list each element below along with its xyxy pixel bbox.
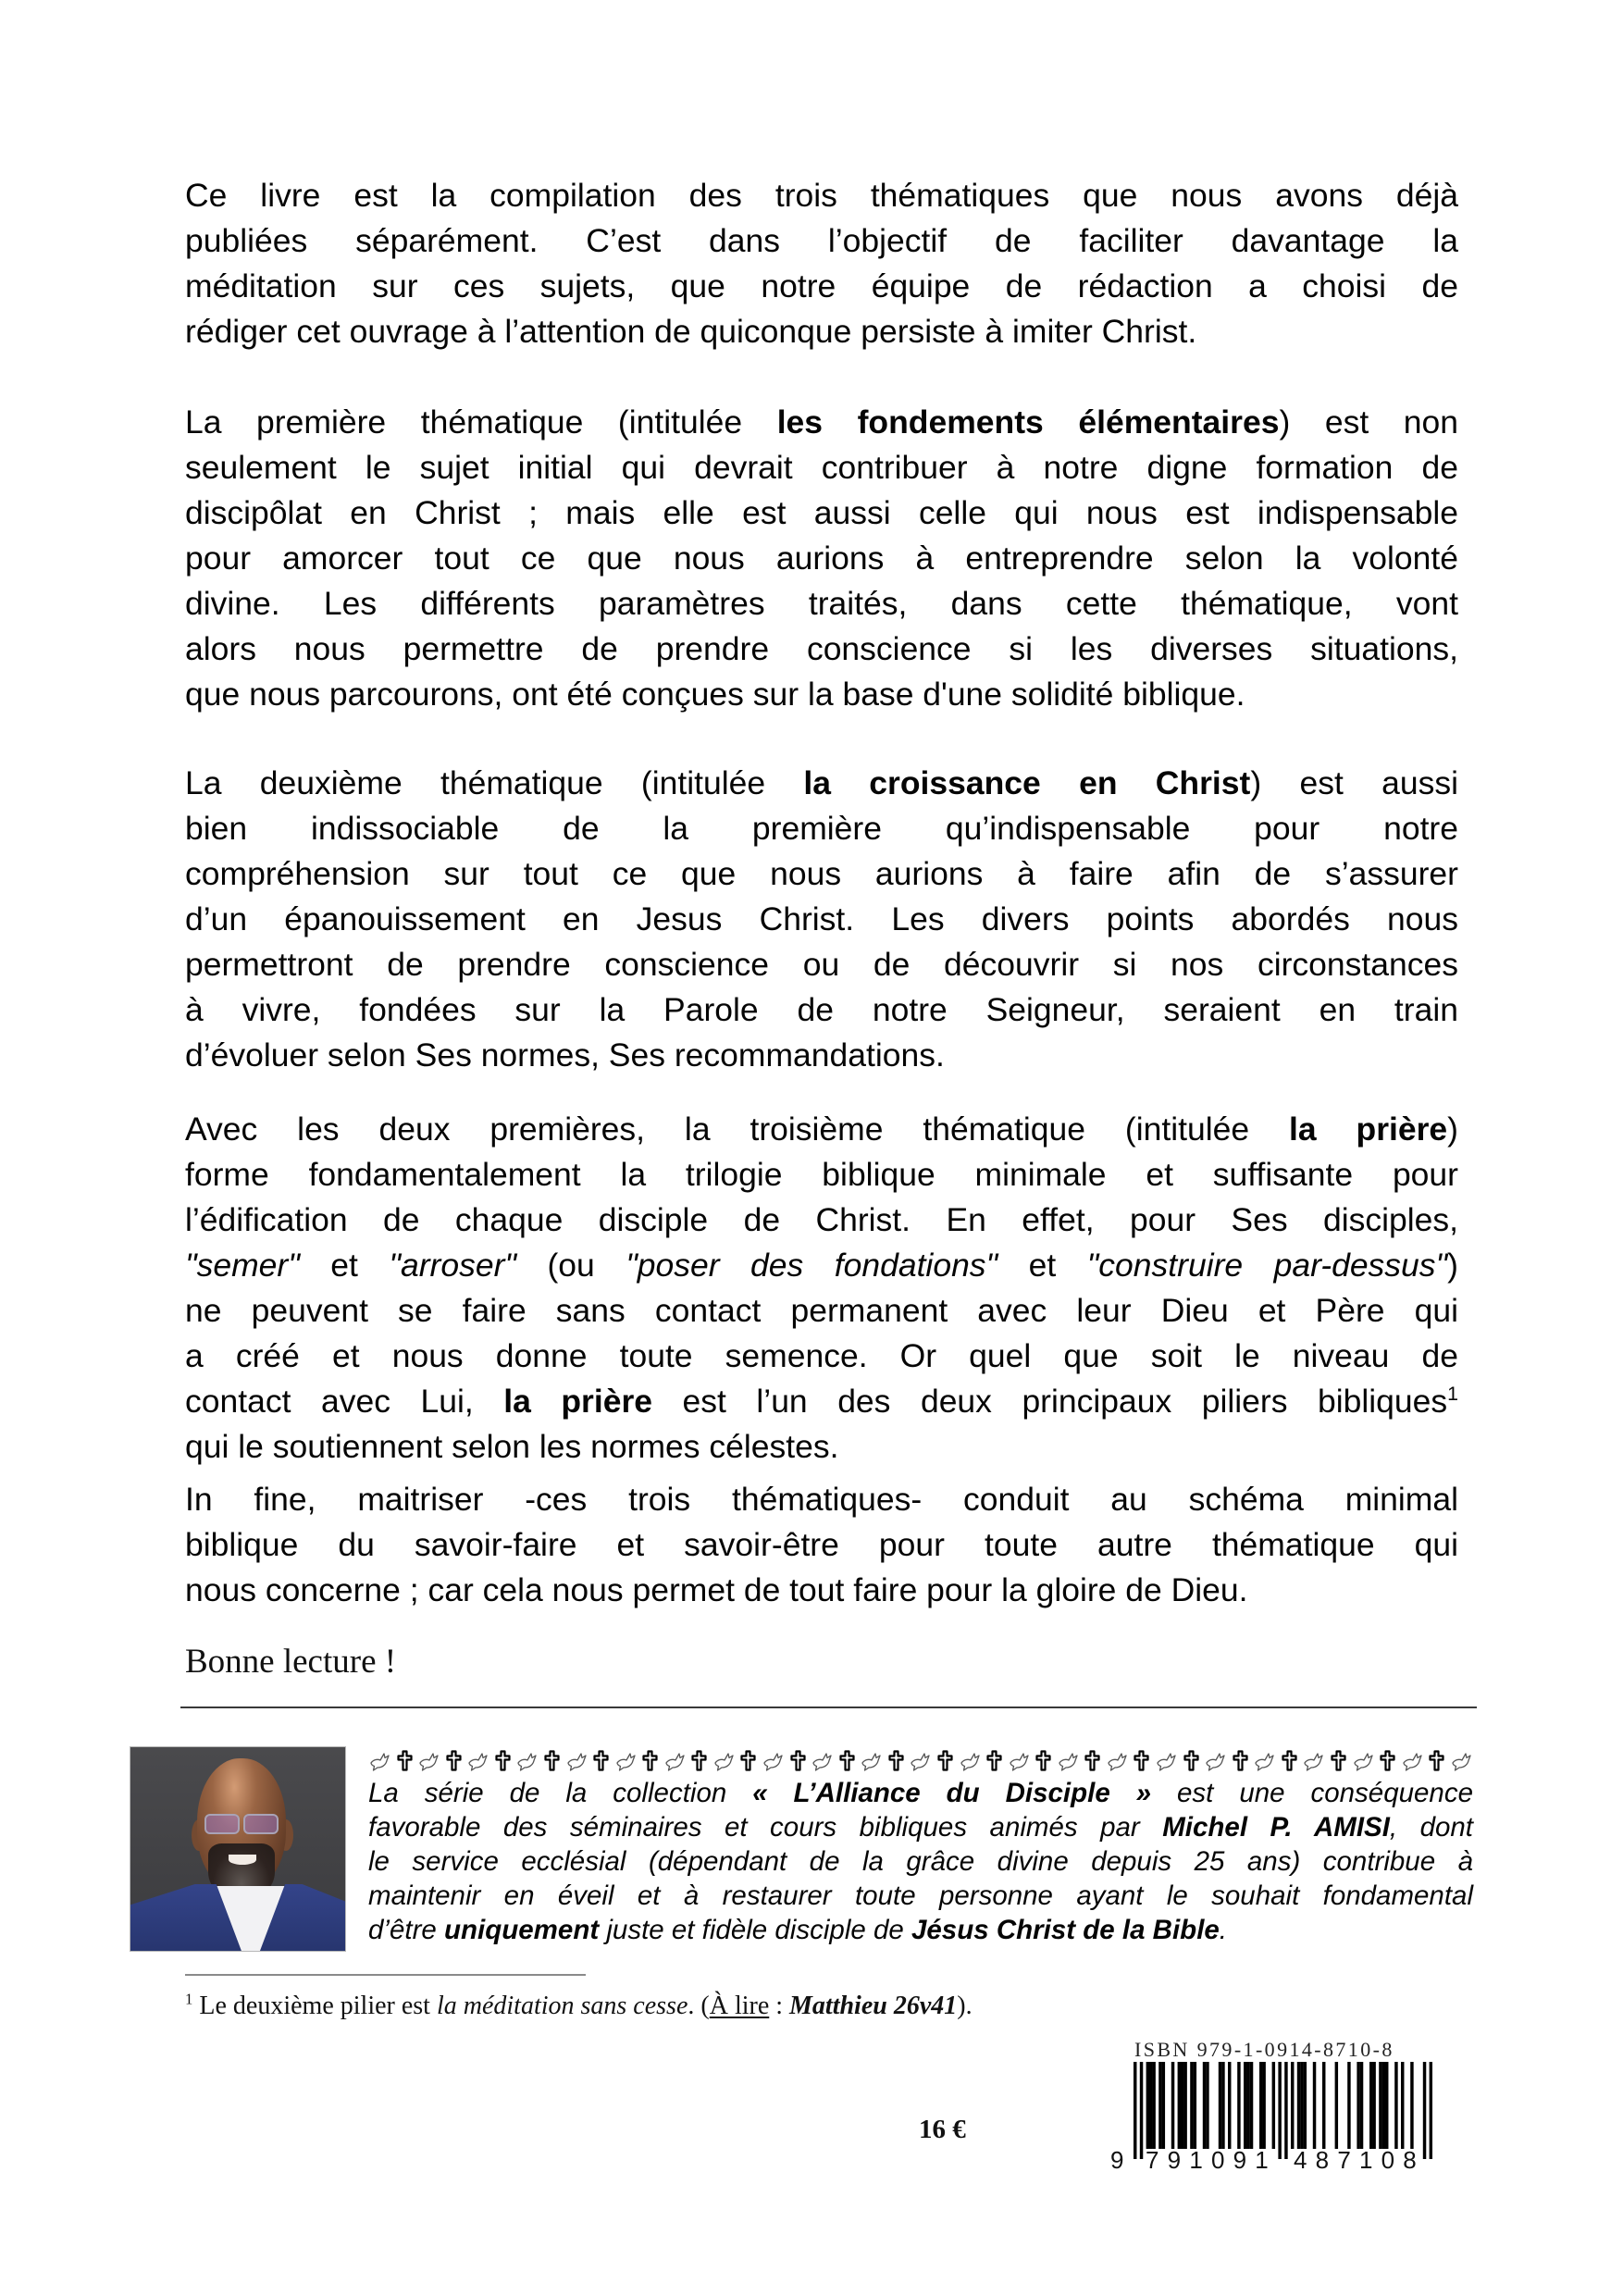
text-segment: est une conséquence (1151, 1778, 1473, 1808)
text-segment: alors nous permettre de prendre conscience si les diverses situations, (185, 630, 1458, 667)
footnote-divider (185, 1974, 586, 1976)
barcode-bar (1244, 2062, 1246, 2149)
text-line (185, 761, 1458, 806)
barcode-first-digit: 9 (1110, 2146, 1124, 2174)
dove-icon (1450, 1749, 1473, 1772)
dove-icon (860, 1749, 883, 1772)
barcode-bar (1190, 2062, 1193, 2149)
cross-icon (688, 1749, 711, 1772)
text-line (185, 627, 1458, 672)
text-line (185, 400, 1458, 445)
text-segment: d’évoluer selon Ses normes, Ses recommandations. (185, 1036, 945, 1074)
cross-icon (1425, 1749, 1448, 1772)
barcode-bar (1219, 2062, 1221, 2149)
text-line (185, 1424, 1458, 1470)
barcode-bar (1221, 2062, 1224, 2149)
barcode-bar (1262, 2062, 1265, 2149)
text-line (185, 1198, 1458, 1243)
theme-title-bold: la croissance en Christ (803, 764, 1251, 801)
text-line (185, 581, 1458, 627)
barcode-bar (1297, 2062, 1300, 2149)
cross-icon (491, 1749, 514, 1772)
author-name: Michel P. AMISI (1162, 1812, 1390, 1843)
second-theme-paragraph (185, 761, 1458, 1078)
text-line (185, 1477, 1458, 1522)
text-line (185, 536, 1458, 581)
text-line (185, 264, 1458, 309)
barcode-bar (1272, 2062, 1275, 2149)
footnote (185, 1991, 973, 2022)
cross-icon (393, 1749, 416, 1772)
text-line (368, 1776, 1473, 1810)
text-segment: ). (957, 1992, 973, 2020)
text-segment: et (997, 1247, 1087, 1284)
dove-icon (515, 1749, 539, 1772)
text-segment: maintenir en éveil et à restaurer toute personne ayant le souhait fondamental (368, 1880, 1473, 1911)
text-segment: La première thématique (intitulée (185, 403, 777, 441)
barcode-bar (1278, 2062, 1281, 2159)
text-segment: ne peuvent se faire sans contact permanent avec leur Dieu et Père qui (185, 1292, 1458, 1329)
isbn-barcode (1134, 2062, 1432, 2159)
dove-icon (959, 1749, 982, 1772)
cross-icon (836, 1749, 859, 1772)
cross-icon (442, 1749, 465, 1772)
barcode-bar (1430, 2062, 1432, 2159)
text-segment: l’édification de chaque disciple de Christ. En effet, pour Ses disciples, (185, 1201, 1458, 1238)
barcode-bar (1313, 2062, 1316, 2149)
cross-icon (787, 1749, 810, 1772)
barcode-bar (1237, 2062, 1240, 2149)
text-segment: d’un épanouissement en Jesus Christ. Les divers points abordés nous (185, 900, 1458, 937)
dove-icon (909, 1749, 932, 1772)
photo-smile (229, 1855, 256, 1865)
text-segment: bien indissociable de la première qu’indispensable pour notre (185, 810, 1458, 847)
cross-icon (983, 1749, 1006, 1772)
author-photo (130, 1746, 346, 1952)
barcode-bar (1152, 2062, 1155, 2149)
cross-icon (589, 1749, 613, 1772)
dove-icon (1204, 1749, 1227, 1772)
barcode-bar (1140, 2062, 1143, 2159)
theme-title-bold: la prière (1289, 1111, 1448, 1148)
collection-title: « L’Alliance du Disciple » (752, 1778, 1152, 1808)
cross-icon (1180, 1749, 1203, 1772)
text-segment: : (769, 1992, 790, 2020)
barcode-bar (1322, 2062, 1325, 2149)
barcode-bar (1369, 2062, 1372, 2149)
cross-icon (934, 1749, 957, 1772)
emphasis-bold: la prière (503, 1383, 653, 1420)
text-segment: a créé et nous donne toute semence. Or quel que soit le niveau de (185, 1337, 1458, 1374)
dove-icon (417, 1749, 440, 1772)
text-line (185, 672, 1458, 717)
dove-icon (1401, 1749, 1424, 1772)
barcode-bar (1181, 2062, 1183, 2149)
cross-icon (1327, 1749, 1350, 1772)
dove-icon (466, 1749, 489, 1772)
barcode-bar (1171, 2062, 1174, 2149)
text-segment: favorable des séminaires et cours bibliques animés par (368, 1812, 1163, 1843)
barcode-bar (1347, 2062, 1350, 2149)
barcode-bar (1228, 2062, 1231, 2149)
emphasis-bold: uniquement (444, 1915, 600, 1945)
barcode-bar (1401, 2062, 1404, 2149)
text-segment: biblique du savoir-faire et savoir-être pour toute autre thématique qui (185, 1526, 1458, 1563)
text-segment: , dont (1389, 1812, 1473, 1843)
text-line (185, 1334, 1458, 1379)
dove-cross-ornament-row (368, 1748, 1473, 1772)
text-line (185, 445, 1458, 490)
text-segment: compréhension sur tout ce que nous aurions à faire afin de s’assurer (185, 855, 1458, 892)
barcode-bar (1300, 2062, 1303, 2149)
text-line (185, 1033, 1458, 1078)
dove-icon (1253, 1749, 1276, 1772)
barcode-bar (1158, 2062, 1161, 2149)
quote-italic: "construire par-dessus" (1086, 1247, 1448, 1284)
barcode-bar (1250, 2062, 1253, 2149)
barcode-left-digits: 791091 (1146, 2146, 1277, 2174)
text-segment: rédiger cet ouvrage à l’attention de quiconque persiste à imiter Christ. (185, 313, 1197, 350)
quote-italic: "arroser" (389, 1247, 516, 1284)
conclusion-paragraph (185, 1477, 1458, 1613)
text-segment: permettront de prendre conscience ou de découvrir si nos circonstances (185, 946, 1458, 983)
text-segment: seulement le sujet initial qui devrait contribuer à notre digne formation de (185, 449, 1458, 486)
dove-icon (1302, 1749, 1325, 1772)
text-line (185, 1107, 1458, 1152)
text-line (185, 806, 1458, 851)
text-segment: à vivre, fondées sur la Parole de notre Seigneur, seraient en train (185, 991, 1458, 1028)
text-line (368, 1844, 1473, 1879)
barcode-bar (1360, 2062, 1363, 2149)
quote-italic: "semer" (185, 1247, 300, 1284)
barcode-bar (1194, 2062, 1196, 2149)
barcode-bar (1394, 2062, 1397, 2149)
text-segment: . (1219, 1915, 1227, 1945)
text-line (185, 897, 1458, 942)
intro-paragraph (185, 173, 1458, 354)
barcode-bar (1134, 2062, 1136, 2159)
text-line (185, 1288, 1458, 1334)
barcode-right-digits: 487108 (1294, 2146, 1425, 2174)
text-line (368, 1810, 1473, 1844)
text-line (185, 942, 1458, 987)
text-segment: qui le soutiennent selon les normes célestes. (185, 1428, 839, 1465)
text-segment: ) est non (1279, 403, 1458, 441)
cross-icon (1081, 1749, 1104, 1772)
barcode-bar (1379, 2062, 1381, 2149)
cross-icon (1130, 1749, 1153, 1772)
cross-icon (638, 1749, 662, 1772)
cross-icon (737, 1749, 760, 1772)
barcode-bar (1146, 2062, 1149, 2149)
cross-icon (1229, 1749, 1252, 1772)
text-line (185, 309, 1458, 354)
text-segment: ) est aussi (1250, 764, 1458, 801)
text-segment: La série de la collection (368, 1778, 753, 1808)
text-segment: In fine, maitriser -ces trois thématiques- conduit au schéma minimal (185, 1481, 1458, 1518)
text-segment: d’être (368, 1915, 444, 1945)
barcode-bar (1162, 2062, 1165, 2149)
read-label: À lire (709, 1992, 770, 2020)
text-segment: publiées séparément. C’est dans l’objectif de faciliter davantage la (185, 222, 1458, 259)
scripture-reference: Matthieu 26v41 (789, 1992, 958, 2020)
text-line (185, 1152, 1458, 1198)
price-label: 16 € (919, 2115, 966, 2144)
cross-icon (1376, 1749, 1399, 1772)
text-line (185, 1243, 1458, 1288)
text-segment: divine. Les différents paramètres traités, dans cette thématique, vont (185, 585, 1458, 622)
barcode-bar (1246, 2062, 1249, 2149)
text-line (185, 173, 1458, 218)
barcode-bar (1178, 2062, 1181, 2149)
barcode-bar (1357, 2062, 1359, 2149)
barcode-bar (1304, 2062, 1307, 2149)
cross-icon (1278, 1749, 1301, 1772)
photo-glasses (204, 1814, 240, 1834)
barcode-bar (1335, 2062, 1338, 2149)
barcode-bar (1203, 2062, 1206, 2149)
text-segment: que nous parcourons, ont été conçues sur la base d'une solidité biblique. (185, 676, 1245, 713)
emphasis-bold: Jésus Christ de la Bible (911, 1915, 1220, 1945)
text-segment-italic: la méditation sans cesse (436, 1992, 688, 2020)
text-segment: Ce livre est la compilation des trois thématiques que nous avons déjà (185, 177, 1458, 214)
text-segment: forme fondamentalement la trilogie biblique minimale et suffisante pour (185, 1156, 1458, 1193)
dove-icon (1057, 1749, 1080, 1772)
dove-icon (663, 1749, 687, 1772)
text-segment: contact avec Lui, (185, 1383, 504, 1420)
barcode-bar (1284, 2062, 1287, 2159)
text-segment: (ou (516, 1247, 626, 1284)
text-line (185, 987, 1458, 1033)
text-segment: nous concerne ; car cela nous permet de tout faire pour la gloire de Dieu. (185, 1571, 1248, 1608)
barcode-bar (1183, 2062, 1186, 2149)
barcode-bar (1291, 2062, 1294, 2149)
text-segment: . ( (688, 1992, 710, 2020)
text-segment: et (299, 1247, 390, 1284)
text-segment: le service ecclésial (dépendant de la grâce divine depuis 25 ans) contribue à (368, 1846, 1473, 1877)
third-theme-paragraph (185, 1107, 1458, 1470)
barcode-bar (1372, 2062, 1375, 2149)
text-line (185, 1568, 1458, 1613)
footnote-reference[interactable]: 1 (1447, 1383, 1458, 1406)
text-segment: ) (1447, 1247, 1458, 1284)
dove-icon (1155, 1749, 1178, 1772)
barcode-bar (1423, 2062, 1426, 2159)
barcode-bar (1385, 2062, 1388, 2149)
text-line (185, 851, 1458, 897)
author-bio (368, 1776, 1473, 1947)
text-line (185, 490, 1458, 536)
text-segment: La deuxième thématique (intitulée (185, 764, 804, 801)
text-segment: méditation sur ces sujets, que notre équipe de rédaction a choisi de (185, 267, 1458, 304)
section-divider (180, 1706, 1477, 1708)
barcode-bar (1206, 2062, 1208, 2149)
dove-icon (811, 1749, 834, 1772)
dove-icon (614, 1749, 638, 1772)
dove-icon (1106, 1749, 1129, 1772)
barcode-bar (1149, 2062, 1152, 2149)
footnote-number: 1 (185, 1990, 193, 2008)
text-line (368, 1913, 1473, 1947)
dove-icon (565, 1749, 588, 1772)
theme-title-bold: les fondements élémentaires (776, 403, 1280, 441)
barcode-bar (1382, 2062, 1385, 2149)
text-segment: Avec les deux premières, la troisième thématique (intitulée (185, 1111, 1289, 1148)
text-segment: discipôlat en Christ ; mais elle est aussi celle qui nous est indispensable (185, 494, 1458, 531)
cross-icon (1032, 1749, 1055, 1772)
text-line (185, 218, 1458, 264)
text-line (185, 1522, 1458, 1568)
quote-italic: "poser des fondations" (626, 1247, 998, 1284)
dove-icon (1008, 1749, 1031, 1772)
dove-icon (762, 1749, 785, 1772)
dove-icon (1352, 1749, 1375, 1772)
photo-glasses (243, 1814, 279, 1834)
text-segment: pour amorcer tout ce que nous aurions à entreprendre selon la volonté (185, 540, 1458, 577)
text-line (368, 1879, 1473, 1913)
barcode-bar (1259, 2062, 1262, 2149)
isbn-label: ISBN 979-1-0914-8710-8 (1134, 2038, 1394, 2061)
text-segment: ) (1447, 1111, 1458, 1148)
text-segment: est l’un des deux principaux piliers bibliques (652, 1383, 1448, 1420)
closing-greeting: Bonne lecture ! (185, 1643, 397, 1681)
dove-icon (368, 1749, 391, 1772)
text-line (185, 1379, 1458, 1424)
first-theme-paragraph (185, 400, 1458, 717)
text-segment: Le deuxième pilier est (192, 1992, 437, 2020)
cross-icon (540, 1749, 564, 1772)
text-segment: juste et fidèle disciple de (599, 1915, 911, 1945)
dove-icon (712, 1749, 736, 1772)
barcode-bar (1410, 2062, 1413, 2149)
cross-icon (885, 1749, 908, 1772)
